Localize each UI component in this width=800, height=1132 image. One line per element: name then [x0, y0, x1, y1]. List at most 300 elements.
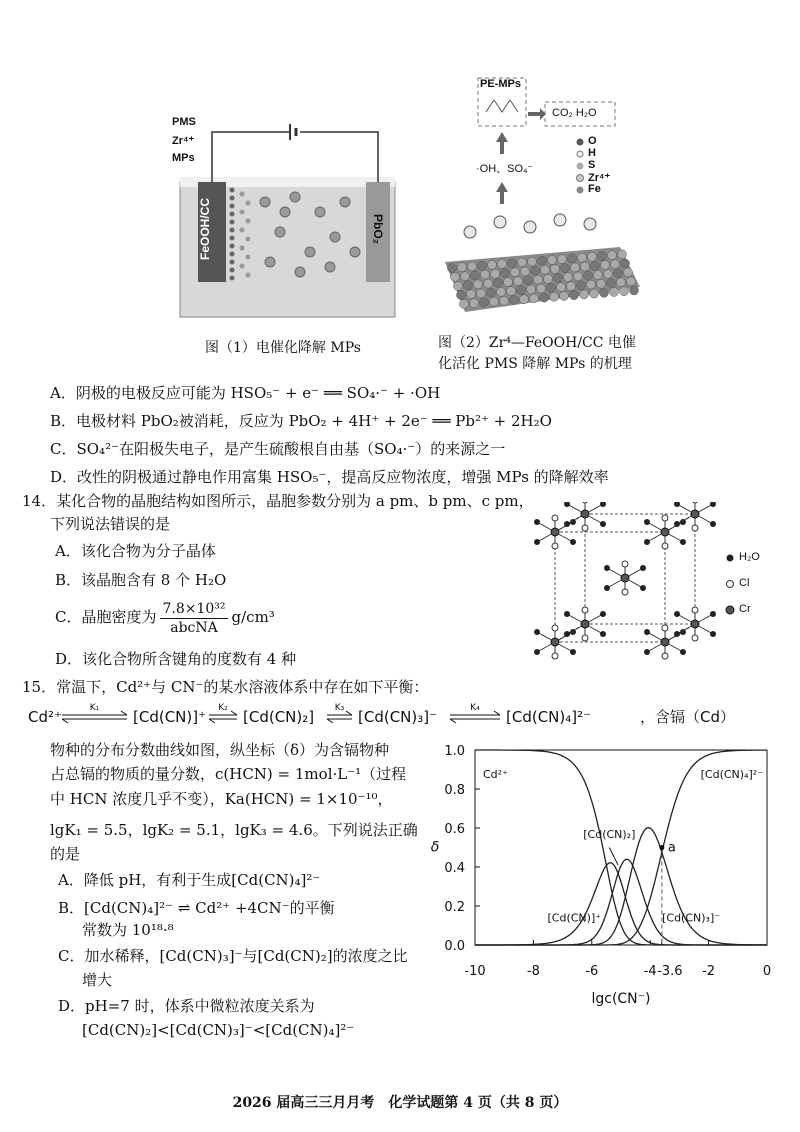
y-tick-label: 0.4	[444, 861, 465, 876]
cl-atom	[582, 607, 588, 613]
cl-atom	[622, 561, 628, 567]
zr-particle	[246, 201, 251, 206]
cl-atom	[662, 653, 668, 659]
cl-atom	[692, 525, 698, 531]
lattice-atom	[558, 255, 567, 264]
h2o-molecule	[674, 502, 680, 507]
series-label-1: [Cd(CN)]⁺	[547, 911, 602, 925]
crystal-structure	[515, 502, 785, 672]
cl-atom	[582, 502, 588, 503]
h2o-molecule	[534, 519, 540, 525]
h2o-molecule	[710, 502, 716, 507]
series-label-2: [Cd(CN)₂]	[583, 827, 636, 841]
cl-atom	[582, 635, 588, 641]
h2o-molecule	[644, 519, 650, 525]
lattice-atom	[467, 290, 476, 299]
x-axis-label: lgc(CN⁻)	[591, 991, 651, 1007]
lattice-atom	[497, 287, 506, 296]
q13-option-c: C．SO₄²⁻在阳极失电子，是产生硫酸根自由基（SO₄·⁻）的来源之一	[50, 440, 506, 458]
lattice-atom	[614, 269, 623, 278]
h2o-molecule	[534, 649, 540, 655]
wire-right	[300, 132, 378, 182]
series-label-4: [Cd(CN)₄]²⁻	[700, 768, 763, 781]
lattice-atom	[618, 250, 627, 259]
h2o-molecule	[570, 649, 576, 655]
crystal-legend-h2o: H₂O	[739, 551, 760, 563]
q15-option-c-line2: 增大	[82, 971, 113, 989]
lattice-atom	[520, 295, 529, 304]
cl-atom	[552, 625, 558, 631]
lattice-atom	[607, 279, 616, 288]
lattice-atom	[604, 270, 613, 279]
lattice-atom	[474, 280, 483, 289]
x-tick-label: -8	[526, 964, 540, 979]
lattice-atom	[580, 290, 589, 299]
h2o-molecule	[600, 521, 606, 527]
x-tick-label: -6	[585, 964, 599, 979]
wire-left	[212, 132, 290, 182]
q15-stem-line1: 15．常温下，Cd²⁺与 CN⁻的某水溶液体系中存在如下平衡：	[22, 678, 429, 696]
q15-option-b-line1: B．[Cd(CN)₄]²⁻ ⇌ Cd²⁺ +4CN⁻的平衡	[58, 899, 335, 917]
lattice-atom	[608, 251, 617, 260]
zr-site	[464, 226, 476, 238]
h2o-molecule	[600, 631, 606, 637]
zr-site	[494, 216, 506, 228]
mps-particle	[350, 247, 360, 257]
lattice-atom	[538, 256, 547, 265]
cl-atom	[552, 653, 558, 659]
lattice-atom	[598, 252, 607, 261]
lattice-atom	[500, 296, 509, 305]
q14-stem-line1: 14．某化合物的晶胞结构如图所示，晶胞参数分别为 a pm、b pm、c pm，	[22, 492, 534, 510]
k-label-1: K₂	[218, 703, 228, 713]
y-tick-label: 0.0	[444, 939, 465, 954]
crystal-lattice	[534, 502, 716, 659]
h2o-molecule	[710, 611, 716, 617]
density-numerator: 7.8×10³²	[162, 600, 226, 617]
h2o-molecule	[674, 611, 680, 617]
x-tick-label: -10	[464, 964, 486, 979]
cl-atom	[552, 543, 558, 549]
species-3: [Cd(CN)₃]⁻	[358, 708, 438, 726]
h2o-molecule	[674, 631, 680, 637]
q14-option-a: A．该化合物为分子晶体	[55, 542, 216, 560]
lattice-atom	[627, 277, 636, 286]
pms-particle	[230, 220, 235, 225]
x-tick-label: 0	[762, 964, 772, 979]
eq-arrow-head	[494, 711, 500, 715]
cr-atom	[551, 638, 559, 646]
lattice-atom	[610, 288, 619, 297]
zr-particle	[246, 237, 251, 242]
legend-fe-dot	[577, 187, 584, 194]
pms-particle	[230, 236, 235, 241]
h2o-molecule	[674, 521, 680, 527]
density-fraction	[160, 600, 227, 637]
fig1-caption: 图（1）电催化降解 MPs	[205, 340, 361, 356]
q15-option-d-line2: [Cd(CN)₂]<[Cd(CN)₃]⁻<[Cd(CN)₄]²⁻	[82, 1021, 355, 1039]
lattice-atom	[578, 253, 587, 262]
cl-atom	[692, 635, 698, 641]
q13-option-d: D．改性的阴极通过静电作用富集 HSO₅⁻，提高反应物浓度，增强 MPs 的降解效率	[50, 468, 609, 486]
zr-site	[524, 221, 536, 233]
series-line-3	[475, 828, 767, 945]
lattice-atom	[508, 259, 517, 268]
lattice-atom	[630, 286, 639, 295]
pms-particle	[230, 252, 235, 257]
legend-o-dot	[577, 139, 584, 146]
lattice-atom	[491, 269, 500, 278]
legend-s-dot	[577, 163, 584, 170]
lattice-atom	[534, 275, 543, 284]
y-tick-label: 0.2	[444, 900, 465, 915]
zr-particle	[246, 255, 251, 260]
zr-particle	[240, 192, 245, 197]
lattice-atom	[540, 293, 549, 302]
lattice-atom	[590, 289, 599, 298]
lattice-atom	[620, 287, 629, 296]
y-tick-label: 1.0	[444, 744, 465, 759]
lattice-atom	[551, 265, 560, 274]
fig2-legend-h: H	[588, 147, 596, 159]
lattice-atom	[600, 288, 609, 297]
q14-stem-line2: 下列说法错误的是	[50, 515, 171, 533]
page-footer: 2026 届高三三月月考 化学试题第 4 页（共 8 页）	[232, 1095, 568, 1111]
eq-tail: ，含镉（Cd）	[640, 708, 735, 726]
density-unit: g/cm³	[231, 608, 275, 626]
lattice-atom	[460, 300, 469, 309]
lattice-atom	[601, 261, 610, 270]
h2o-molecule	[680, 649, 686, 655]
h2o-molecule	[570, 539, 576, 545]
q15-option-c-line1: C．加水稀释，[Cd(CN)₃]⁻与[Cd(CN)₂]的浓度之比	[58, 947, 408, 965]
h2o-molecule	[600, 611, 606, 617]
point-a-label: a	[667, 840, 676, 856]
zr-site	[554, 214, 566, 226]
x-tick-label: -2	[702, 964, 716, 979]
k-label-0: K₁	[89, 703, 100, 713]
lattice-atom	[568, 254, 577, 263]
cr-atom	[581, 510, 589, 518]
series-label-0: Cd²⁺	[483, 768, 508, 781]
products-label: CO₂ H₂O	[552, 107, 597, 119]
lattice-atom	[510, 296, 519, 305]
pms-particle	[230, 212, 235, 217]
zr-particle	[240, 228, 245, 233]
lattice-atom	[571, 263, 580, 272]
lattice-atom	[514, 277, 523, 286]
lattice-atom	[461, 272, 470, 281]
h2o-molecule	[640, 585, 646, 591]
zr-particle	[240, 264, 245, 269]
h2o-molecule	[564, 631, 570, 637]
distribution-chart	[415, 740, 795, 1040]
point-a-marker	[659, 845, 664, 850]
q15-stem-line2: 物种的分布分数曲线如图，纵坐标（δ）为含镉物种	[50, 741, 390, 759]
q13-option-b: B．电极材料 PbO₂被消耗，反应为 PbO₂ + 4H⁺ + 2e⁻ ══ Pb²⁺ + 2H₂O	[50, 412, 552, 430]
zr-particle	[240, 210, 245, 215]
h2o-molecule	[644, 649, 650, 655]
crystal-legend-cr: Cr	[739, 603, 751, 615]
eq-arrow-head	[450, 719, 456, 723]
fig1-legend-zr: Zr⁴⁺	[172, 135, 195, 147]
mps-particle	[260, 197, 270, 207]
density-denominator: abcNA	[170, 619, 218, 636]
lattice-atom	[518, 258, 527, 267]
mps-particle	[295, 267, 305, 277]
lattice-atom	[577, 281, 586, 290]
lattice-atom	[624, 268, 633, 277]
cr-atom	[661, 528, 669, 536]
h2o-molecule	[564, 502, 570, 507]
fig2-legend-o: O	[588, 135, 597, 147]
chart-svg	[415, 740, 795, 1040]
mps-particle	[340, 197, 350, 207]
lattice-atom	[617, 278, 626, 287]
q15-stem-line3: 占总镉的物质的量分数，c(HCN) = 1mol·L⁻¹（过程	[50, 765, 407, 783]
lattice-atom	[487, 288, 496, 297]
lattice-atom	[548, 256, 557, 265]
mps-particle	[325, 262, 335, 272]
lattice-atom	[451, 273, 460, 282]
h2o-molecule	[534, 629, 540, 635]
lattice-atom	[488, 260, 497, 269]
series-line-1	[475, 863, 767, 945]
lattice-atom	[530, 294, 539, 303]
x-tick-label: -3.6	[657, 964, 683, 979]
cl-atom	[662, 543, 668, 549]
equilibrium-svg	[28, 698, 798, 734]
cr-atom	[551, 528, 559, 536]
lattice-atom	[584, 271, 593, 280]
species-2: [Cd(CN)₂]	[243, 708, 315, 726]
polymer-chain	[486, 100, 518, 112]
lattice-atom	[547, 283, 556, 292]
radicals-label: ·OH、SO₄⁻	[476, 163, 534, 175]
mps-particle	[330, 232, 340, 242]
cl-atom	[552, 515, 558, 521]
q14-option-c-prefix: C．晶胞密度为	[55, 608, 157, 626]
cl-atom	[622, 589, 628, 595]
q15-stem-line6: 的是	[50, 845, 81, 863]
lattice-atom	[541, 265, 550, 274]
lattice-atom	[494, 278, 503, 287]
figure-2	[440, 72, 650, 322]
zr-particle	[246, 273, 251, 278]
legend-zr-dot	[577, 175, 584, 182]
lattice-atom	[484, 279, 493, 288]
mps-particle	[280, 207, 290, 217]
arrow-up-2	[496, 182, 508, 204]
k-label-3: K₄	[470, 703, 480, 713]
k-label-2: K₃	[334, 703, 345, 713]
q14-option-b: B．该晶胞含有 8 个 H₂O	[55, 571, 227, 589]
cr-atom	[661, 638, 669, 646]
lattice-atom	[470, 299, 479, 308]
fig2-legend-s: S	[588, 159, 596, 171]
mps-particle	[305, 247, 315, 257]
lattice-atom	[621, 259, 630, 268]
fig2-caption-line2: 化活化 PMS 降解 MPs 的机理	[438, 356, 632, 372]
arrow-up-1	[496, 132, 508, 154]
pe-mps-label: PE-MPs	[480, 78, 521, 90]
lattice-atom	[471, 271, 480, 280]
legend-h2o-dot	[727, 555, 734, 562]
lattice-atom	[591, 261, 600, 270]
cl-atom	[582, 525, 588, 531]
lattice-atom	[511, 268, 520, 277]
eq-arrow-head	[121, 711, 127, 715]
q14-option-c	[55, 598, 275, 637]
h2o-molecule	[604, 565, 610, 571]
fig2-legend-zr: Zr⁴⁺	[588, 172, 611, 184]
q15-option-a: A．降低 pH，有利于生成[Cd(CN)₄]²⁻	[58, 871, 321, 889]
lattice-atom	[521, 267, 530, 276]
lattice-atom	[560, 292, 569, 301]
q15-stem-line4: 中 HCN 浓度几乎不变），Ka(HCN) = 1×10⁻¹⁰，	[50, 790, 393, 808]
lattice-atom	[550, 292, 559, 301]
lattice-atom	[537, 284, 546, 293]
lattice-atom	[544, 274, 553, 283]
lattice-atom	[517, 286, 526, 295]
legend-cr-dot	[726, 606, 734, 614]
q15-option-b-line2: 常数为 10¹⁸·⁸	[82, 921, 174, 939]
mps-particle	[315, 207, 325, 217]
lattice-atom	[588, 252, 597, 261]
cathode-label: FeOOH/CC	[198, 198, 212, 261]
lattice-atom	[464, 281, 473, 290]
lattice-atom	[477, 289, 486, 298]
y-axis-label: δ	[430, 839, 440, 856]
legend-cl-dot	[727, 581, 734, 588]
eq-arrow-head	[327, 719, 333, 723]
lattice-atom	[557, 283, 566, 292]
pms-particle	[230, 260, 235, 265]
cr-atom	[621, 574, 629, 582]
lattice-atom	[554, 274, 563, 283]
lattice-atom	[468, 262, 477, 271]
mps-particle	[290, 192, 300, 202]
pms-particle	[230, 276, 235, 281]
pms-particle	[230, 196, 235, 201]
h2o-molecule	[680, 539, 686, 545]
fig2-legend-fe: Fe	[588, 183, 601, 195]
cr-atom	[691, 620, 699, 628]
eq-arrow-head	[209, 719, 215, 723]
lattice-atom	[448, 264, 457, 273]
lattice-atom	[527, 285, 536, 294]
lattice-atom	[587, 280, 596, 289]
h2o-molecule	[534, 539, 540, 545]
mps-particle	[275, 227, 285, 237]
pms-particle	[230, 204, 235, 209]
zr-site	[584, 218, 596, 230]
species-4: [Cd(CN)₄]²⁻	[506, 708, 592, 726]
cr-atom	[691, 510, 699, 518]
lattice-atom	[561, 264, 570, 273]
q15-option-d-line1: D．pH=7 时，体系中微粒浓度关系为	[58, 997, 315, 1015]
pms-particle	[230, 268, 235, 273]
h2o-molecule	[564, 521, 570, 527]
q13-option-a: A．阴极的电极反应可能为 HSO₅⁻ + e⁻ ══ SO₄·⁻ + ·OH	[50, 384, 441, 402]
mps-particle	[265, 257, 275, 267]
lattice-atom	[524, 276, 533, 285]
x-tick-label: -4	[643, 964, 657, 979]
fig2-caption-line1: 图（2）Zr⁴—FeOOH/CC 电催	[438, 335, 636, 351]
q14-option-d: D．该化合物所含键角的度数有 4 种	[55, 650, 297, 668]
lattice-atom	[504, 278, 513, 287]
cr-atom	[581, 620, 589, 628]
fig1-legend-mps: MPs	[172, 152, 195, 164]
h2o-molecule	[644, 539, 650, 545]
species-1: [Cd(CN)]⁺	[133, 708, 207, 726]
lattice-atom	[454, 282, 463, 291]
equilibrium-chain	[28, 698, 798, 734]
zr-particle	[240, 246, 245, 251]
lattice-atom	[490, 297, 499, 306]
figure-2-svg	[440, 72, 650, 322]
h2o-molecule	[644, 629, 650, 635]
lattice-atom	[570, 291, 579, 300]
legend-h-dot	[577, 151, 583, 157]
eq-arrow-head	[231, 711, 237, 715]
figure-1	[170, 112, 410, 322]
cl-atom	[692, 607, 698, 613]
cl-atom	[692, 502, 698, 503]
species-0: Cd²⁺	[28, 708, 62, 726]
anode-label: PbO₂	[371, 214, 385, 244]
lattice-atom	[581, 262, 590, 271]
h2o-molecule	[604, 585, 610, 591]
lattice-atom	[611, 260, 620, 269]
y-tick-label: 0.6	[444, 822, 465, 837]
h2o-molecule	[640, 565, 646, 571]
pms-particle	[230, 188, 235, 193]
lattice-atom	[567, 282, 576, 291]
lattice-atom	[594, 270, 603, 279]
lattice-atom	[507, 287, 516, 296]
h2o-molecule	[564, 611, 570, 617]
lattice-atom	[531, 266, 540, 275]
y-tick-label: 0.8	[444, 783, 465, 798]
h2o-molecule	[600, 502, 606, 507]
lattice-atom	[498, 260, 507, 269]
cl-atom	[662, 515, 668, 521]
lattice-atom	[564, 273, 573, 282]
h2o-molecule	[710, 521, 716, 527]
pms-particle	[230, 244, 235, 249]
lattice-atom	[478, 261, 487, 270]
lattice-atom	[597, 279, 606, 288]
series-label-3: [Cd(CN)₃]⁻	[662, 911, 721, 925]
q15-stem-line5: lgK₁ = 5.5，lgK₂ = 5.1，lgK₃ = 4.6。下列说法正确	[50, 821, 418, 839]
h2o-molecule	[710, 631, 716, 637]
lattice-atom	[501, 269, 510, 278]
lattice-atom	[458, 263, 467, 272]
lattice-atom	[480, 298, 489, 307]
eq-arrow-head	[62, 719, 68, 723]
arrow-right	[528, 108, 546, 120]
eq-arrow-head	[346, 711, 352, 715]
crystal-legend-cl: Cl	[739, 577, 750, 589]
cl-atom	[662, 625, 668, 631]
zr-particle	[246, 219, 251, 224]
lattice-atom	[481, 270, 490, 279]
lattice-atom	[457, 291, 466, 300]
pms-particle	[230, 228, 235, 233]
series-line-2	[475, 859, 767, 945]
fig1-legend-pms: PMS	[172, 116, 196, 128]
